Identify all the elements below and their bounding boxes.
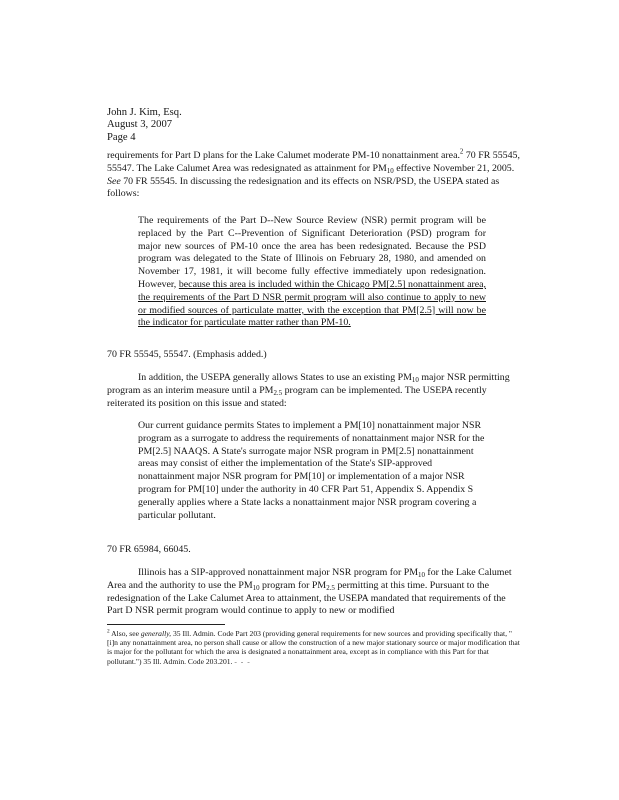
para3-text-d: permitting at this time. Pursuant to the redesignation of the Lake Calumet Area to attainment, the USEPA mandated that requirements of the Part D NSR permit program would continue to apply to new or modified <box>107 579 506 617</box>
para3-text-a: Illinois has a SIP-approved nonattainment major NSR program for PM <box>138 567 419 578</box>
paragraph-3 <box>107 567 517 618</box>
para1-cite: 70 FR 55545, 55547. <box>107 150 520 174</box>
footnote-text: 35 Ill. Admin. Code Part 203 (providing general requirements for new sources and providing specifically that, "[i]n any nonattainment area, no person shall cause or allow the construction of a new major stationary source or major modification that is major for the pollutant for which the area is designated a nonattainment area, except as in compliance with this Part for that pollutant.") 35 Ill. Admin. Code 203.201. <box>107 629 520 666</box>
letter-date: August 3, 2007 <box>107 119 173 131</box>
footnote-tail-marks: - - - <box>234 656 251 666</box>
para3-text-c: program for PM <box>262 579 327 591</box>
block-quote-2: Our current guidance permits States to implement a PM[10] nonattainment major NSR program as a surrogate to address the requirements of nonattainment major NSR for the PM[2.5] NAAQS. A State's surrogate major NSR program in PM[2.5] nonattainment areas may consist of either the implementation of the State's SIP-approved nonattainment major NSR program for PM[10] or implementation of a major NSR program for PM[10] under the authority in 40 CFR Part 51, Appendix S. Appendix S generally applies where a State lacks a nonattainment major NSR program covering a particular pollutant. <box>138 420 485 521</box>
footnote-divider <box>107 624 225 625</box>
citation-1: 70 FR 55545, 55547. (Emphasis added.) <box>107 349 267 360</box>
para1-text-a: The Lake Calumet Area was redesignated as attainment for PM <box>136 162 387 174</box>
para2-text-c: program can be implemented. The USEPA recently reiterated its position on this issue and stated: <box>107 384 487 409</box>
page-number: Page 4 <box>107 131 136 143</box>
footnote <box>107 629 522 666</box>
quote1-plain: The requirements of the Part D--New Source Review (NSR) permit program will be replaced by the Part C--Prevention of Significant Deterioration (PSD) program for major new sources of PM-10 once the area has been redesignated. Because the PSD program was delegated to the State of Illinois on February 28, 1980, and amended on November 17, 1981, it will become fully effective immediately upon redesignation. However, <box>138 215 486 290</box>
pm10-subscript: 10 <box>386 167 394 175</box>
citation-2: 70 FR 65984, 66045. <box>107 544 191 555</box>
footnote-reference: 2 <box>459 148 464 156</box>
para1-text-c: 70 FR 55545. In discussing the redesignation and its effects on NSR/PSD, the USEPA stated as follows: <box>107 175 500 200</box>
pm25-subscript: 2.5 <box>273 389 283 397</box>
quote1-underlined-emphasis: because this area is included within the Chicago PM[2.5] nonattainment area, the requirements of the Part D NSR permit program will also continue to apply to new or modified sources of particulate matter, with the exception that PM[2.5] will now be the indicator for particulate matter rather than PM-10. <box>138 278 487 329</box>
footnote-number: 2 <box>107 628 110 635</box>
para2-text-a: In addition, the USEPA generally allows States to use an existing PM <box>138 372 412 383</box>
recipient-name: John J. Kim, Esq. <box>107 107 182 118</box>
para1-text-b: effective November 21, 2005. <box>396 162 515 174</box>
block-quote-1 <box>138 215 486 330</box>
para1-line1: requirements for Part D plans for the Lake Calumet moderate PM-10 nonattainment area. <box>107 150 460 161</box>
see-signal: See <box>107 175 121 187</box>
paragraph-2 <box>107 372 517 410</box>
para2-text-b: major NSR permitting program as an interim measure until a PM <box>107 372 510 396</box>
footnote-generally: generally, <box>140 629 172 638</box>
pm10-subscript: 10 <box>411 377 419 384</box>
paragraph-1 <box>107 150 522 201</box>
footnote-also: Also, see <box>111 629 139 638</box>
pm10-subscript: 10 <box>252 584 260 592</box>
letter-header <box>107 107 182 144</box>
pm10-subscript: 10 <box>418 572 425 579</box>
pm25-subscript: 2.5 <box>326 584 335 592</box>
para3-text-b: for the Lake Calumet Area and the authority to use the PM <box>107 567 512 591</box>
